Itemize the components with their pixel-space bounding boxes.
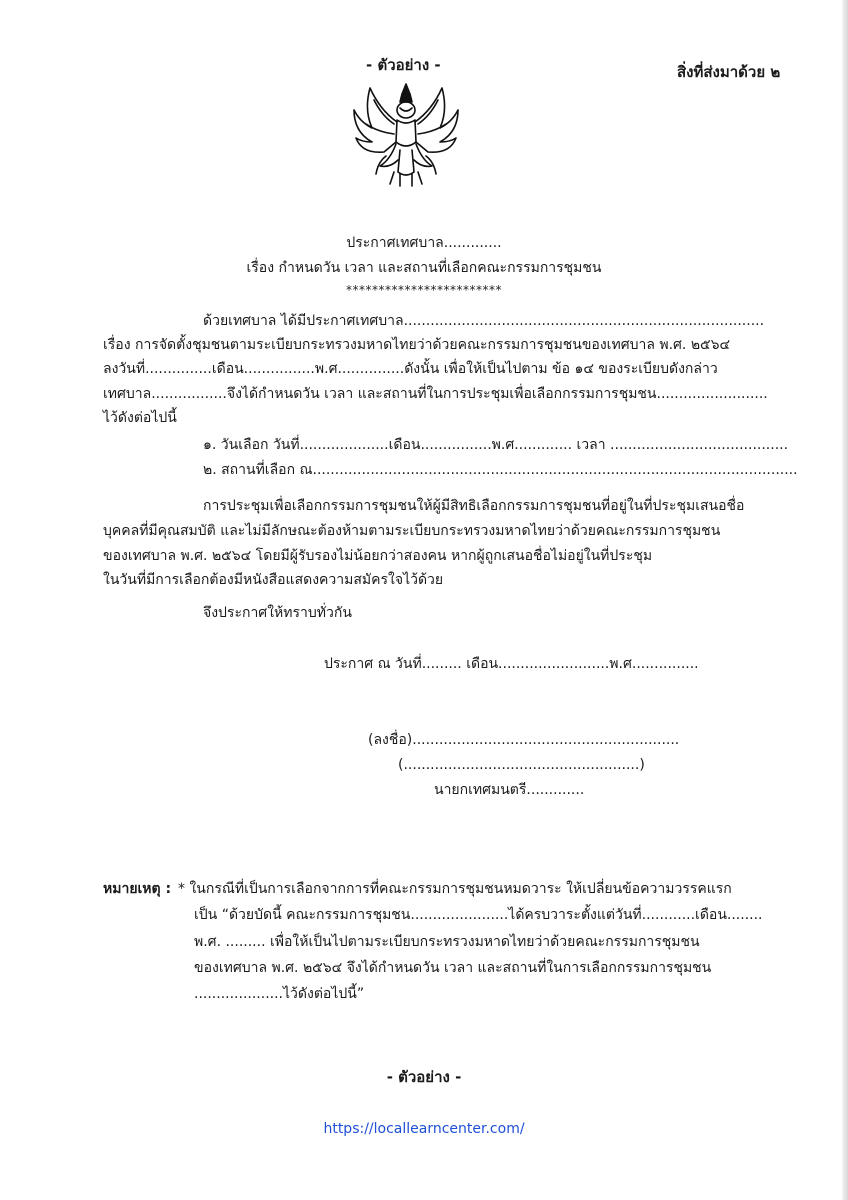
- signature-line: (ลงชื่อ)............................................................: [368, 732, 680, 748]
- page-edge-shadow: [842, 0, 848, 1200]
- announcement-date-line: ประกาศ ณ วันที่......... เดือน.........................พ.ศ...............: [324, 656, 699, 672]
- website-link[interactable]: https://locallearncenter.com/: [323, 1121, 525, 1137]
- note-line3: พ.ศ. ......... เพื่อให้เป็นไปตามระเบียบกระทรวงมหาดไทยว่าด้วยคณะกรรมการชุมชน: [194, 934, 700, 950]
- body-paragraph1-line2: เรื่อง การจัดตั้งชุมชนตามระเบียบกระทรวงมหาดไทยว่าด้วยคณะกรรมการชุมชนของเทศบาล พ.ศ. ๒๕๖๔: [103, 337, 731, 353]
- announcement-title: ประกาศเทศบาล.............: [346, 235, 502, 251]
- election-date-item: ๑. วันเลือก วันที่....................เดือน................พ.ศ............. เวลา ........................................: [203, 437, 789, 453]
- sample-mark-bottom: - ตัวอย่าง -: [386, 1068, 462, 1086]
- body-paragraph1-line4: เทศบาล.................จึงได้กำหนดวัน เวลา และสถานที่ในการประชุมเพื่อเลือกกรรมการชุมชน.........................: [103, 386, 768, 402]
- signer-name-line: (.....................................................): [398, 757, 645, 773]
- body-paragraph2-line1: การประชุมเพื่อเลือกกรรมการชุมชนให้ผู้มีสิทธิเลือกกรรมการชุมชนที่อยู่ในที่ประชุมเสนอชื่อ: [203, 498, 745, 514]
- signer-position: นายกเทศมนตรี.............: [434, 782, 585, 798]
- body-paragraph2-line4: ในวันที่มีการเลือกต้องมีหนังสือแสดงความสมัครใจไว้ด้วย: [103, 572, 444, 588]
- note-line1: * ในกรณีที่เป็นการเลือกจากการที่คณะกรรมการชุมชนหมดวาระ ให้เปลี่ยนข้อความวรรคแรก: [178, 881, 732, 897]
- body-paragraph1-line3: ลงวันที่...............เดือน................พ.ศ...............ดังนั้น เพื่อให้เป็นไปตาม ข้อ ๑๔ ของระเบียบดังกล่าว: [103, 361, 718, 377]
- note-line2: เป็น “ด้วยบัดนี้ คณะกรรมการชุมชน......................ได้ครบวาระตั้งแต่วันที่............เดือน........: [194, 907, 763, 923]
- body-paragraph1-line5: ไว้ดังต่อไปนี้: [103, 410, 177, 426]
- enclosure-label: สิ่งที่ส่งมาด้วย ๒: [677, 63, 781, 81]
- note-label: หมายเหตุ :: [103, 881, 172, 897]
- announce-line: จึงประกาศให้ทราบทั่วกัน: [203, 605, 352, 621]
- note-line5: ....................ไว้ดังต่อไปนี้”: [194, 986, 365, 1002]
- election-place-item: ๒. สถานที่เลือก ณ.............................................................................................................: [203, 462, 798, 478]
- body-paragraph1-line1: ด้วยเทศบาล ได้มีประกาศเทศบาล.................................................................................: [203, 313, 765, 329]
- body-paragraph2-line3: ของเทศบาล พ.ศ. ๒๕๖๔ โดยมีผู้รับรองไม่น้อยกว่าสองคน หากผู้ถูกเสนอชื่อไม่อยู่ในที่ประชุม: [103, 548, 653, 564]
- announcement-subject: เรื่อง กำหนดวัน เวลา และสถานที่เลือกคณะกรรมการชุมชน: [246, 260, 602, 276]
- title-separator: ************************: [346, 283, 502, 297]
- sample-mark-top: - ตัวอย่าง -: [366, 56, 441, 74]
- garuda-emblem-icon: [350, 80, 462, 188]
- note-line4: ของเทศบาล พ.ศ. ๒๕๖๔ จึงได้กำหนดวัน เวลา และสถานที่ในการเลือกกรรมการชุมชน: [194, 960, 712, 976]
- body-paragraph2-line2: บุคคลที่มีคุณสมบัติ และไม่มีลักษณะต้องห้ามตามระเบียบกระทรวงมหาดไทยว่าด้วยคณะกรรมการชุมชน: [103, 523, 721, 539]
